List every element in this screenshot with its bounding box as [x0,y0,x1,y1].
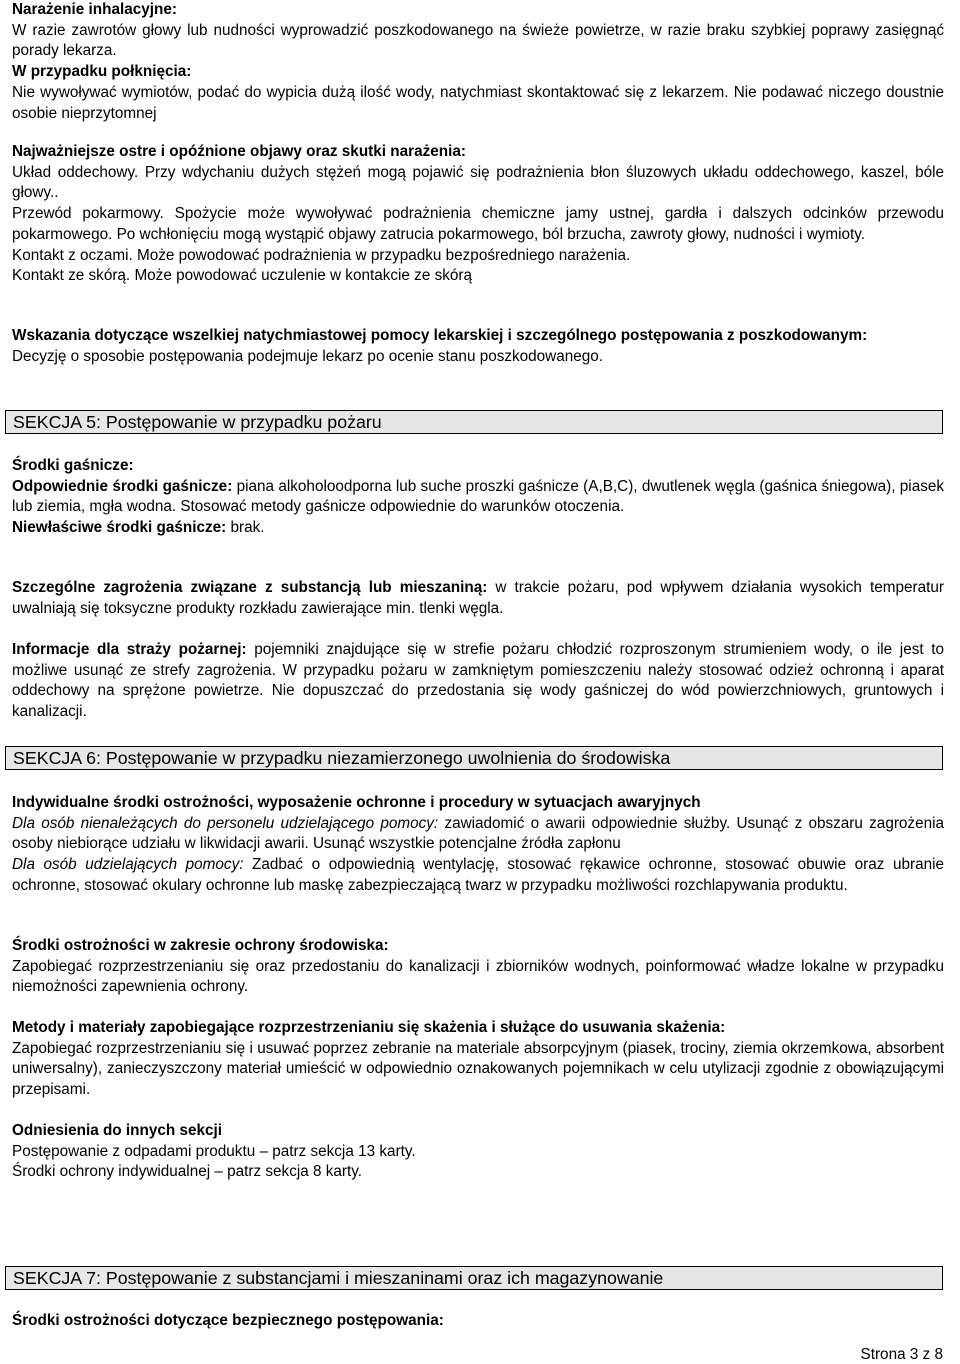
environment-block [12,936,944,998]
env-heading: Środki ostrożności w zakresie ochrony środowiska: [12,937,389,954]
non-emergency-paragraph [12,814,944,855]
refs-heading: Odniesienia do innych sekcji [12,1122,222,1139]
extinguishing-block [12,456,944,539]
section-7-header [5,1266,943,1290]
digestive-paragraph [12,204,944,245]
digestive-label: Przewód pokarmowy. [12,205,164,223]
hazards-label: Szczególne zagrożenia związane z substancją lub mieszaniną: [12,579,488,596]
personal-precautions-block [12,793,944,897]
personal-heading: Indywidualne środki ostrożności, wyposażenie ochronne i procedury w sytuacjach awaryjnych [12,794,701,811]
references-block [12,1121,944,1183]
digestive-text: Spożycie może wywoływać podrażnienia chemiczne jamy ustnej, gardła i dalszych odcinków przewodu pokarmowego. Po wchłonięciu mogą wystąpić objawy zatrucia pokarmowego, ból brzucha, zawroty głowy, nudności i wymioty. [12,205,944,243]
ingestion-text: Nie wywoływać wymiotów, podać do wypicia dużą ilość wody, natychmiast skontaktować się z lekarzem. Nie podawać niczego doustnie osobie nieprzytomnej [12,83,944,122]
unsuitable-label: Niewłaściwe środki gaśnicze: [12,519,227,537]
respiratory-text: Przy wdychaniu dużych stężeń mogą pojawić się podrażnienia błon śluzowych układu oddechowego, kaszel, bóle głowy.. [12,163,945,202]
inhalation-text: W razie zawrotów głowy lub nudności wyprowadzić poszkodowanego na świeże powietrze, w razie braku szybkiej poprawy zasięgnąć porady lekarza. [12,21,944,60]
inhalation-heading: Narażenie inhalacyjne: [12,1,177,18]
skin-paragraph [12,266,944,287]
respiratory-paragraph [12,163,944,204]
section-6-title: SEKCJA 6: Postępowanie w przypadku niezamierzonego uwolnienia do środowiska [13,748,671,768]
firefighters-block [12,640,944,723]
precautions-heading: Środki ostrożności dotyczące bezpiecznego postępowania: [12,1312,444,1329]
methods-block [12,1018,944,1101]
hazards-paragraph [12,578,944,619]
refs-line-1: Postępowanie z odpadami produktu – patrz sekcja 13 karty. [12,1142,416,1160]
suitable-label: Odpowiednie środki gaśnicze: [12,477,233,495]
suitable-text: piana alkoholoodporna lub suche proszki gaśnicze (A,B,C), dwutlenek węgla (gaśnica śniegowa), piasek lub ziemia, mgła wodna. Stosować metody gaśnicze odpowiednie do warunków otoczenia. [12,477,945,516]
section-7-title: SEKCJA 7: Postępowanie z substancjami i mieszaninami oraz ich magazynowanie [13,1268,664,1288]
symptoms-heading: Najważniejsze ostre i opóźnione objawy oraz skutki narażenia: [12,143,466,160]
emergency-paragraph [12,855,944,896]
emergency-label: Dla osób udzielających pomocy: [12,856,244,874]
eye-label: Kontakt z oczami. [12,246,133,264]
section-6-header [5,746,943,770]
respiratory-label: Układ oddechowy. [12,163,139,181]
refs-line-2: Środki ochrony indywidualnej – patrz sekcja 8 karty. [12,1163,363,1181]
medical-text: Decyzję o sposobie postępowania podejmuje lekarz po ocenie stanu poszkodowanego. [12,347,604,365]
env-text: Zapobiegać rozprzestrzenianiu się oraz przedostaniu do kanalizacji i zbiorników wodnych, poinformować władze lokalne w przypadku niemożności zapewnienia ochrony. [12,957,944,996]
eye-text: Może powodować podrażnienia w przypadku bezpośredniego narażenia. [136,246,631,264]
non-emergency-label: Dla osób nienależących do personelu udzielającego pomocy: [12,814,439,832]
hazards-text: w trakcie pożaru, pod wpływem działania wysokich temperatur uwalniają się toksyczne produkty rozkładu zawierające min. tlenki węgla. [12,579,944,617]
section-5-title: SEKCJA 5: Postępowanie w przypadku pożaru [13,412,382,432]
medical-block [12,326,944,367]
suitable-paragraph [12,477,944,518]
unsuitable-text: brak. [230,519,265,537]
section-5-header [5,410,943,434]
non-emergency-text: zawiadomić o awarii odpowiednie służby. Usunąć z obszaru zagrożenia osoby niebiorące udziału w likwidacji awarii. Usunąć wszystkie potencjalne źródła zapłonu [12,814,944,853]
ingestion-heading: W przypadku połknięcia: [12,63,192,81]
unsuitable-paragraph [12,518,944,539]
firefighters-text: pojemniki znajdujące się w strefie pożaru chłodzić rozproszonym strumieniem wody, o ile jest to możliwe usunąć ze strefy zagrożenia. W przypadku pożaru w zamkniętym pomieszczeniu należy stosować odzież ochronną i aparat oddechowy na sprężone powietrze. Nie dopuszczać do przedostania się wody gaśniczej do wód powierzchniowych, gruntowych i kanalizacji. [12,641,944,721]
media-heading: Środki gaśnicze: [12,457,134,474]
safe-handling-block [12,1311,944,1332]
skin-text: Może powodować uczulenie w kontakcie ze skórą [134,267,472,285]
symptoms-block [12,142,944,287]
methods-heading: Metody i materiały zapobiegające rozprzestrzenianiu się skażenia i służące do usuwania skażenia: [12,1019,726,1036]
skin-label: Kontakt ze skórą. [12,267,131,285]
firefighters-label: Informacje dla straży pożarnej: [12,641,247,658]
emergency-text: Zadbać o odpowiednią wentylację, stosować rękawice ochronne, stosować obuwie oraz ubranie ochronne, stosować okulary ochronne lub maskę zabezpieczającą twarz w przypadku możliwości rozchlapywania produktu. [12,856,944,894]
methods-text: Zapobiegać rozprzestrzenianiu się i usuwać poprzez zebranie na materiale absorpcyjnym (piasek, trociny, ziemia okrzemkowa, absorbent uniwersalny), zanieczyszczony materiał umieścić w odpowiednio oznakowanych pojemnikach w celu utylizacji zgodnie z obowiązującymi przepisami. [12,1039,944,1099]
first-aid-block [12,0,944,124]
medical-heading: Wskazania dotyczące wszelkiej natychmiastowej pomocy lekarskiej i szczególnego postępowania z poszkodowanym: [12,327,868,344]
eye-paragraph [12,246,944,267]
page-number: Strona 3 z 8 [860,1346,943,1363]
firefighters-paragraph [12,640,944,723]
hazards-block [12,578,944,619]
